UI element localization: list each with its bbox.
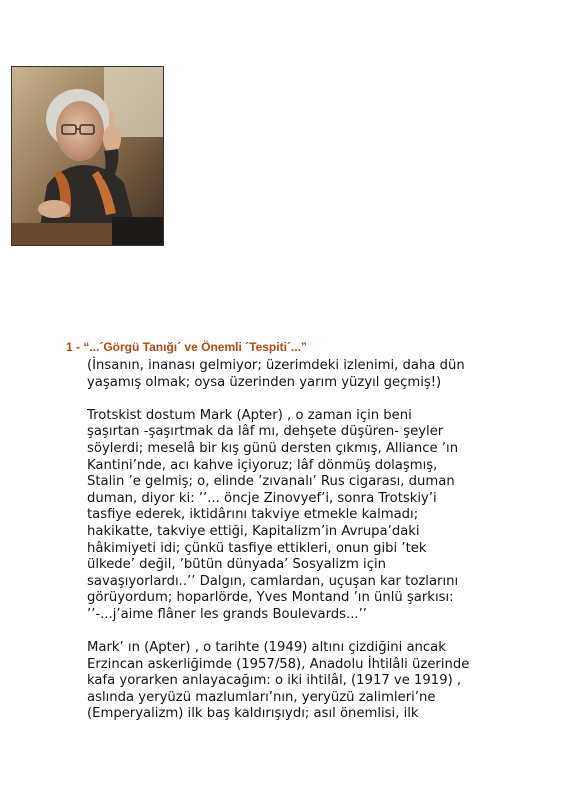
text-line: Stalin ’e gelmiş; o, elinde ’zıvanalı’ Rus cigarası, duman (87, 474, 455, 490)
text-line: yaşamış olmak; oysa üzerinden yarım yüzyıl geçmiş!) (87, 374, 442, 390)
text-line: Kantini’nde, acı kahve içiyoruz; lâf dönmüş dolaşmış, (87, 457, 438, 473)
article-body (87, 358, 497, 723)
text-line: şaşırtan -şaşırtmak da lâf mı, dehşete düşüren- şeyler (87, 424, 444, 440)
text-line: söylerdi; meselâ bir kış günü dersten çıkmış, Alliance ’ın (87, 440, 459, 456)
text-line: tasfiye ederek, iktidârını takviye etmekle kalmadı; (87, 507, 419, 523)
text-line: kafa yorarken anlayacağım: o iki ihtilâl, (1917 ve 1919) , (87, 673, 462, 689)
text-line: aslında yeryüzü mazlumları’nın, yeryüzü zalimleri’ne (87, 689, 436, 705)
paragraph-1 (87, 358, 497, 391)
paragraph-3 (87, 640, 497, 723)
text-line: (İnsanın, inanası gelmiyor; üzerimdeki izlenimi, daha dün (87, 358, 465, 373)
text-line: hâkimiyeti idi; çünkü tasfiye ettikleri, onun gibi ’tek (87, 540, 427, 556)
text-line: hakikatte, takviye ettiği, Kapitalizm’in Avrupa’daki (87, 523, 420, 539)
text-line: ülkede’ değil, ’bütün dünyada’ Sosyalizm için (87, 557, 386, 573)
text-line: Trotskist dostum Mark (Apter) , o zaman için beni (87, 407, 412, 423)
author-photo (11, 66, 164, 246)
text-line: duman, diyor ki: ’’... öncje Zinovyef’i, sonra Trotskiy’i (87, 490, 437, 506)
text-line: Mark’ ın (Apter) , o tarihte (1949) altını çizdiğini ancak (87, 640, 446, 656)
text-line: Erzincan askerliğimde (1957/58), Anadolu İhtilâli üzerinde (87, 656, 470, 672)
section-heading: 1 - “...´Görgü Tanığı´ ve Önemli ´Tespiti´...” (66, 340, 307, 354)
paragraph-2 (87, 408, 497, 624)
text-line: (Emperyalizm) ilk baş kaldırışıydı; asıl önemlisi, ilk (87, 706, 419, 722)
text-line: görüyordum; hoparlörde, Yves Montand ’ın ünlü şarkısı: (87, 590, 454, 606)
text-line: ’’-...j’aime flâner les grands Boulevards...’’ (87, 606, 367, 622)
text-line: savaşıyorlardı..’’ Dalgın, camlardan, uçuşan kar tozlarını (87, 573, 459, 589)
